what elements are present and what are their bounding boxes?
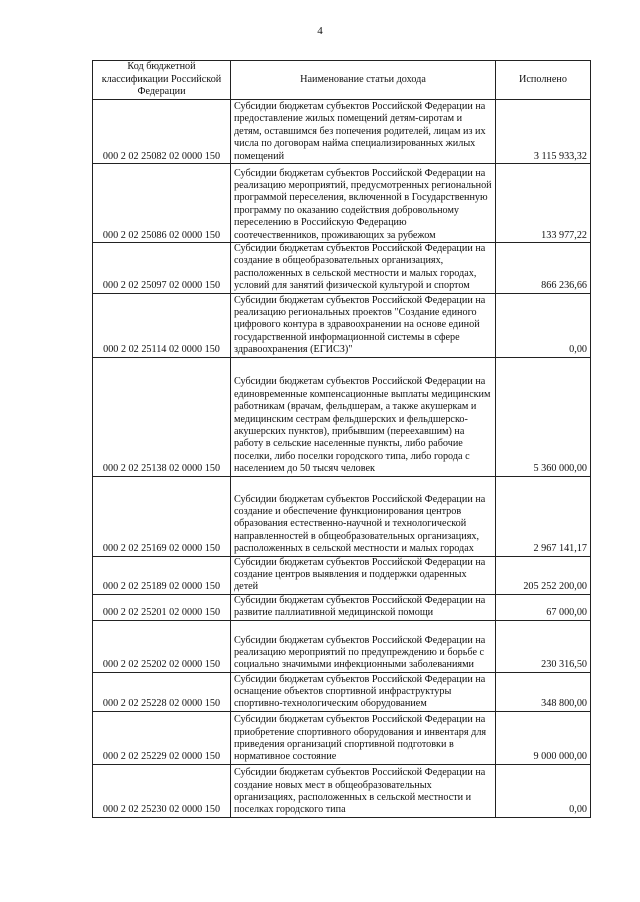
table-row [93,476,591,556]
budget-code-cell: 000 2 02 25230 02 0000 150 [93,764,231,817]
revenue-name-cell: Субсидии бюджетам субъектов Российской Федерации на единовременные компенсационные выплаты медицинским работникам (врачам, фельдшерам, а также акушеркам и медицинским сестрам фельдшерских и фельдшерско-акушерских пунктов), прибывшим (переехавшим) на работу в сельские населенные пункты, либо рабочие поселки, либо поселки городского типа, либо города с населением до 50 тысяч человек [231,357,496,476]
executed-amount-cell: 9 000 000,00 [496,711,591,764]
executed-amount-cell: 230 316,50 [496,620,591,672]
table-row [93,556,591,594]
budget-code-cell: 000 2 02 25138 02 0000 150 [93,357,231,476]
table-row [93,243,591,294]
executed-amount-cell: 0,00 [496,293,591,357]
executed-amount-cell: 866 236,66 [496,243,591,294]
budget-code-cell: 000 2 02 25086 02 0000 150 [93,164,231,243]
executed-amount-cell: 133 977,22 [496,164,591,243]
executed-amount-cell: 5 360 000,00 [496,357,591,476]
revenue-name-cell: Субсидии бюджетам субъектов Российской Федерации на создание центров выявления и поддержки одаренных детей [231,556,496,594]
revenue-name-cell: Субсидии бюджетам субъектов Российской Федерации на создание новых мест в общеобразовательных организациях, расположенных в сельской местности и поселках городского типа [231,764,496,817]
executed-amount-cell: 67 000,00 [496,594,591,620]
executed-amount-cell: 2 967 141,17 [496,476,591,556]
column-header-code: Код бюджетной классификации Российской Федерации [93,61,231,100]
table-row [93,594,591,620]
budget-revenue-table [92,60,591,818]
executed-amount-cell: 3 115 933,32 [496,100,591,164]
table-row [93,711,591,764]
table-row [93,164,591,243]
budget-code-cell: 000 2 02 25169 02 0000 150 [93,476,231,556]
revenue-name-cell: Субсидии бюджетам субъектов Российской Федерации на реализацию региональных проектов "Создание единого цифрового контура в здравоохранении на основе единой государственной информационной системы в сфере здравоохранения (ЕГИСЗ)" [231,293,496,357]
executed-amount-cell: 0,00 [496,764,591,817]
budget-code-cell: 000 2 02 25189 02 0000 150 [93,556,231,594]
revenue-name-cell: Субсидии бюджетам субъектов Российской Федерации на создание в общеобразовательных организациях, расположенных в сельской местности и малых городах, условий для занятий физической культурой и спортом [231,243,496,294]
table-row [93,620,591,672]
budget-code-cell: 000 2 02 25228 02 0000 150 [93,672,231,711]
budget-code-cell: 000 2 02 25201 02 0000 150 [93,594,231,620]
budget-code-cell: 000 2 02 25229 02 0000 150 [93,711,231,764]
page-number: 4 [317,25,323,37]
revenue-name-cell: Субсидии бюджетам субъектов Российской Федерации на оснащение объектов спортивной инфраструктуры спортивно-технологическим оборудованием [231,672,496,711]
revenue-name-cell: Субсидии бюджетам субъектов Российской Федерации на приобретение спортивного оборудования и инвентаря для приведения организаций спортивной подготовки в нормативное состояние [231,711,496,764]
budget-code-cell: 000 2 02 25202 02 0000 150 [93,620,231,672]
revenue-name-cell: Субсидии бюджетам субъектов Российской Федерации на создание и обеспечение функционирования центров образования естественно-научной и технологической направленностей в общеобразовательных организациях, расположенных в сельской местности и малых городах [231,476,496,556]
table-row [93,100,591,164]
table-header-row [93,61,591,100]
revenue-name-cell: Субсидии бюджетам субъектов Российской Федерации на развитие паллиативной медицинской помощи [231,594,496,620]
revenue-name-cell: Субсидии бюджетам субъектов Российской Федерации на предоставление жилых помещений детям-сиротам и детям, оставшимся без попечения родителей, лицам из их числа по договорам найма специализированных жилых помещений [231,100,496,164]
budget-code-cell: 000 2 02 25114 02 0000 150 [93,293,231,357]
budget-code-cell: 000 2 02 25082 02 0000 150 [93,100,231,164]
column-header-amount: Исполнено [496,61,591,100]
revenue-name-cell: Субсидии бюджетам субъектов Российской Федерации на реализацию мероприятий по предупреждению и борьбе с социально значимыми инфекционными заболеваниями [231,620,496,672]
revenue-name-cell: Субсидии бюджетам субъектов Российской Федерации на реализацию мероприятий, предусмотренных региональной программой переселения, включенной в Государственную программу по оказанию содействия добровольному переселению в Российскую Федерацию соотечественников, проживающих за рубежом [231,164,496,243]
table-row [93,357,591,476]
table-row [93,672,591,711]
budget-code-cell: 000 2 02 25097 02 0000 150 [93,243,231,294]
table-row [93,764,591,817]
table-row [93,293,591,357]
executed-amount-cell: 348 800,00 [496,672,591,711]
column-header-name: Наименование статьи дохода [231,61,496,100]
executed-amount-cell: 205 252 200,00 [496,556,591,594]
